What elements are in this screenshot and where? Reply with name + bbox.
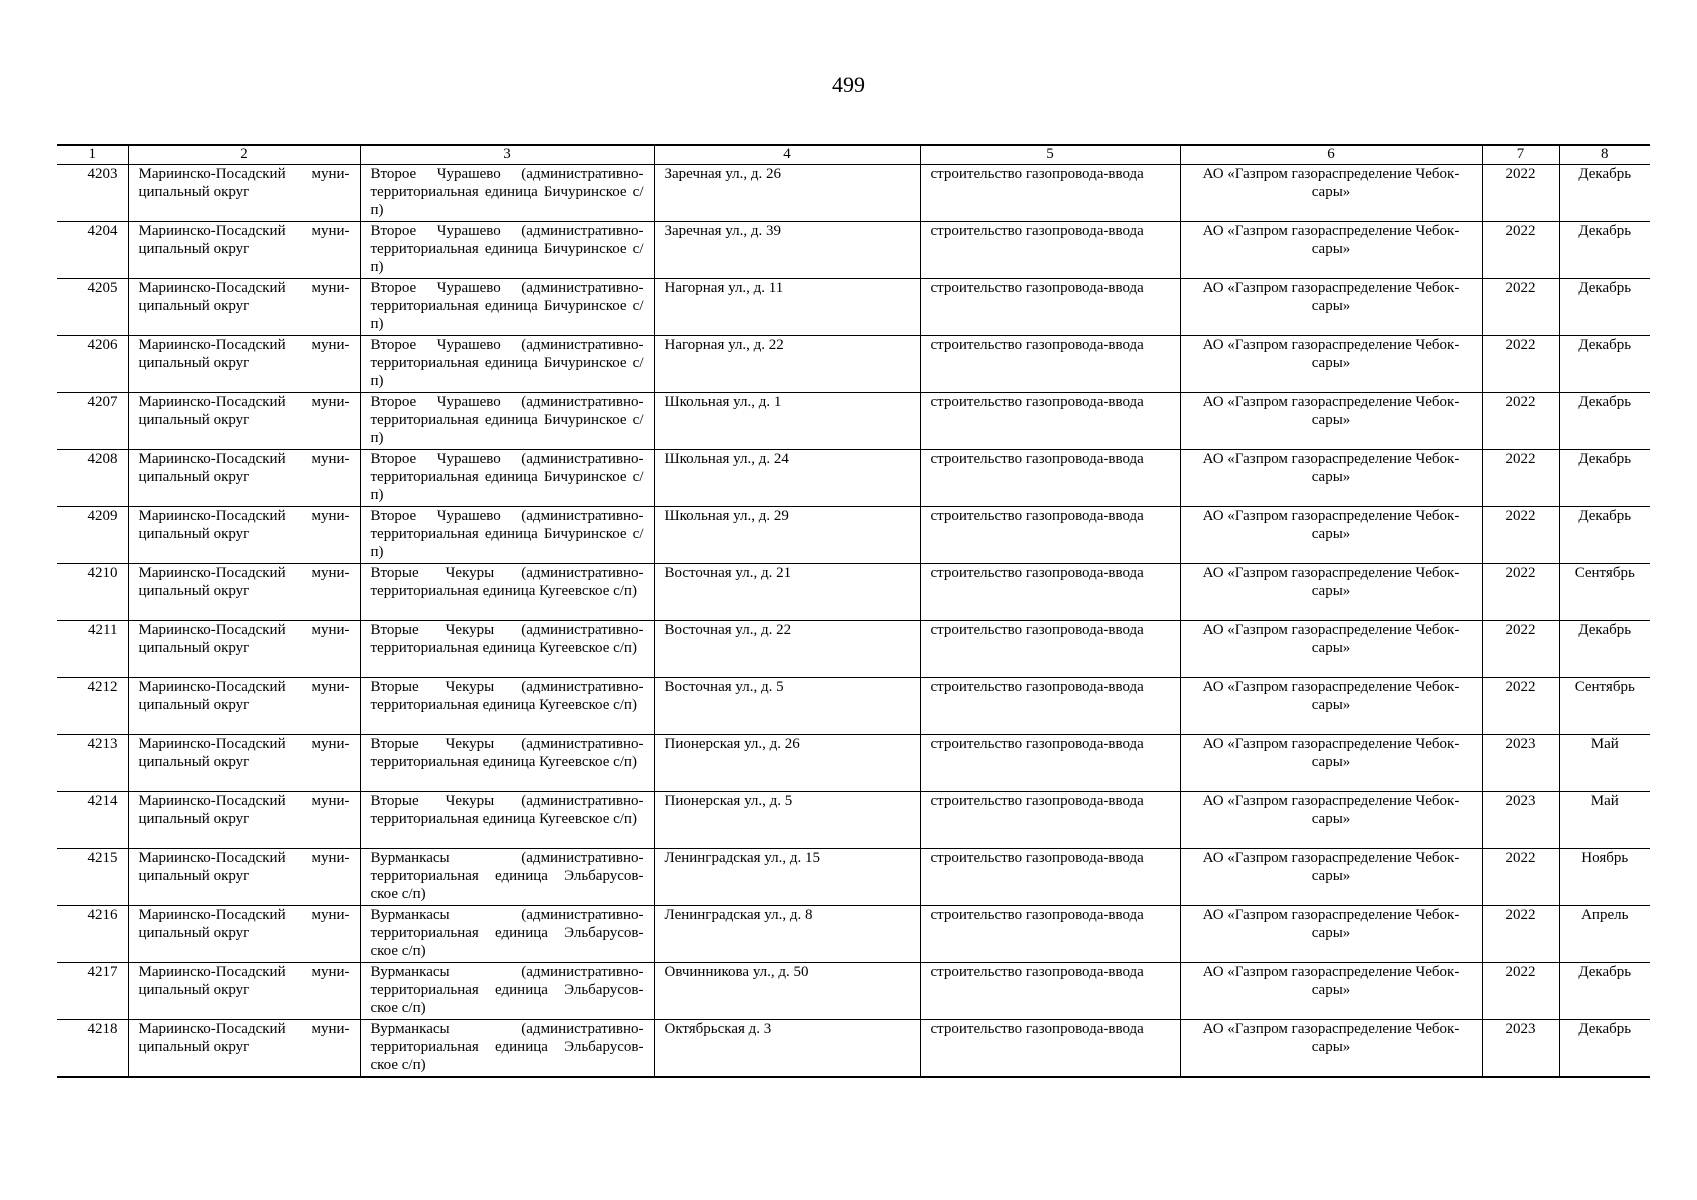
district-cell: Мариинско-Посадский муни-ципальный округ [128,678,360,735]
month-cell: Декабрь [1559,222,1650,279]
year-cell: 2022 [1482,963,1559,1020]
year-cell: 2022 [1482,450,1559,507]
page-number: 499 [832,72,865,97]
organization-cell: АО «Газпром газораспределение Чебок-сары» [1180,165,1482,222]
district-cell: Мариинско-Посадский муни-ципальный округ [128,906,360,963]
month-cell: Декабрь [1559,621,1650,678]
settlement-cell: Вурманкасы (административно-территориальная единица Эльбарусов-ское с/п) [360,1020,654,1077]
year-cell: 2023 [1482,1020,1559,1077]
row-number-cell: 4211 [57,621,128,678]
row-number-cell: 4205 [57,279,128,336]
address-cell: Заречная ул., д. 26 [654,165,920,222]
month-cell: Декабрь [1559,165,1650,222]
settlement-cell: Второе Чурашево (административно-территориальная единица Бичуринское с/п) [360,279,654,336]
organization-cell: АО «Газпром газораспределение Чебок-сары» [1180,564,1482,621]
year-cell: 2023 [1482,735,1559,792]
work-type-cell: строительство газопровода-ввода [920,963,1180,1020]
row-number-cell: 4212 [57,678,128,735]
month-cell: Декабрь [1559,1020,1650,1077]
address-cell: Школьная ул., д. 1 [654,393,920,450]
table-row [57,393,1650,450]
table-row [57,222,1650,279]
work-type-cell: строительство газопровода-ввода [920,735,1180,792]
work-type-cell: строительство газопровода-ввода [920,507,1180,564]
column-header: 8 [1559,145,1650,165]
address-cell: Пионерская ул., д. 26 [654,735,920,792]
row-number-cell: 4207 [57,393,128,450]
month-cell: Декабрь [1559,963,1650,1020]
work-type-cell: строительство газопровода-ввода [920,564,1180,621]
work-type-cell: строительство газопровода-ввода [920,678,1180,735]
organization-cell: АО «Газпром газораспределение Чебок-сары» [1180,678,1482,735]
year-cell: 2022 [1482,165,1559,222]
organization-cell: АО «Газпром газораспределение Чебок-сары» [1180,963,1482,1020]
row-number-cell: 4217 [57,963,128,1020]
row-number-cell: 4209 [57,507,128,564]
organization-cell: АО «Газпром газораспределение Чебок-сары» [1180,336,1482,393]
year-cell: 2022 [1482,621,1559,678]
table-row [57,336,1650,393]
gasification-table [57,144,1650,1078]
row-number-cell: 4215 [57,849,128,906]
column-header: 7 [1482,145,1559,165]
address-cell: Нагорная ул., д. 22 [654,336,920,393]
year-cell: 2022 [1482,849,1559,906]
column-header: 6 [1180,145,1482,165]
address-cell: Восточная ул., д. 21 [654,564,920,621]
work-type-cell: строительство газопровода-ввода [920,393,1180,450]
row-number-cell: 4203 [57,165,128,222]
settlement-cell: Вторые Чекуры (административно-территориальная единица Кугеевское с/п) [360,792,654,849]
table-row [57,906,1650,963]
row-number-cell: 4213 [57,735,128,792]
month-cell: Декабрь [1559,507,1650,564]
address-cell: Заречная ул., д. 39 [654,222,920,279]
district-cell: Мариинско-Посадский муни-ципальный округ [128,165,360,222]
work-type-cell: строительство газопровода-ввода [920,336,1180,393]
year-cell: 2022 [1482,564,1559,621]
table-row [57,963,1650,1020]
work-type-cell: строительство газопровода-ввода [920,849,1180,906]
district-cell: Мариинско-Посадский муни-ципальный округ [128,336,360,393]
year-cell: 2022 [1482,336,1559,393]
settlement-cell: Второе Чурашево (административно-территориальная единица Бичуринское с/п) [360,336,654,393]
row-number-cell: 4208 [57,450,128,507]
settlement-cell: Вурманкасы (административно-территориальная единица Эльбарусов-ское с/п) [360,906,654,963]
table-row [57,564,1650,621]
month-cell: Декабрь [1559,450,1650,507]
row-number-cell: 4210 [57,564,128,621]
settlement-cell: Второе Чурашево (административно-территориальная единица Бичуринское с/п) [360,507,654,564]
organization-cell: АО «Газпром газораспределение Чебок-сары» [1180,1020,1482,1077]
table-row [57,621,1650,678]
organization-cell: АО «Газпром газораспределение Чебок-сары» [1180,906,1482,963]
table-row [57,678,1650,735]
column-header: 1 [57,145,128,165]
table-row [57,849,1650,906]
work-type-cell: строительство газопровода-ввода [920,621,1180,678]
month-cell: Декабрь [1559,393,1650,450]
district-cell: Мариинско-Посадский муни-ципальный округ [128,963,360,1020]
year-cell: 2022 [1482,678,1559,735]
settlement-cell: Второе Чурашево (административно-территориальная единица Бичуринское с/п) [360,222,654,279]
address-cell: Школьная ул., д. 24 [654,450,920,507]
address-cell: Ленинградская ул., д. 8 [654,906,920,963]
settlement-cell: Вторые Чекуры (административно-территориальная единица Кугеевское с/п) [360,735,654,792]
year-cell: 2022 [1482,222,1559,279]
district-cell: Мариинско-Посадский муни-ципальный округ [128,792,360,849]
address-cell: Октябрьская д. 3 [654,1020,920,1077]
table-row [57,507,1650,564]
address-cell: Восточная ул., д. 5 [654,678,920,735]
month-cell: Май [1559,792,1650,849]
district-cell: Мариинско-Посадский муни-ципальный округ [128,393,360,450]
settlement-cell: Вторые Чекуры (административно-территориальная единица Кугеевское с/п) [360,678,654,735]
settlement-cell: Вурманкасы (административно-территориальная единица Эльбарусов-ское с/п) [360,849,654,906]
district-cell: Мариинско-Посадский муни-ципальный округ [128,279,360,336]
table-row [57,792,1650,849]
organization-cell: АО «Газпром газораспределение Чебок-сары» [1180,735,1482,792]
column-header: 5 [920,145,1180,165]
table-row [57,450,1650,507]
work-type-cell: строительство газопровода-ввода [920,792,1180,849]
work-type-cell: строительство газопровода-ввода [920,165,1180,222]
column-header: 3 [360,145,654,165]
district-cell: Мариинско-Посадский муни-ципальный округ [128,564,360,621]
settlement-cell: Второе Чурашево (административно-территориальная единица Бичуринское с/п) [360,165,654,222]
district-cell: Мариинско-Посадский муни-ципальный округ [128,450,360,507]
year-cell: 2022 [1482,279,1559,336]
year-cell: 2023 [1482,792,1559,849]
month-cell: Май [1559,735,1650,792]
column-header: 2 [128,145,360,165]
settlement-cell: Второе Чурашево (административно-территориальная единица Бичуринское с/п) [360,450,654,507]
month-cell: Декабрь [1559,336,1650,393]
district-cell: Мариинско-Посадский муни-ципальный округ [128,222,360,279]
month-cell: Сентябрь [1559,678,1650,735]
row-number-cell: 4216 [57,906,128,963]
year-cell: 2022 [1482,906,1559,963]
month-cell: Ноябрь [1559,849,1650,906]
table-row [57,165,1650,222]
table-row [57,1020,1650,1077]
month-cell: Декабрь [1559,279,1650,336]
row-number-cell: 4206 [57,336,128,393]
settlement-cell: Вторые Чекуры (административно-территориальная единица Кугеевское с/п) [360,621,654,678]
address-cell: Школьная ул., д. 29 [654,507,920,564]
address-cell: Нагорная ул., д. 11 [654,279,920,336]
organization-cell: АО «Газпром газораспределение Чебок-сары» [1180,507,1482,564]
month-cell: Апрель [1559,906,1650,963]
organization-cell: АО «Газпром газораспределение Чебок-сары» [1180,393,1482,450]
district-cell: Мариинско-Посадский муни-ципальный округ [128,1020,360,1077]
work-type-cell: строительство газопровода-ввода [920,906,1180,963]
month-cell: Сентябрь [1559,564,1650,621]
settlement-cell: Вторые Чекуры (административно-территориальная единица Кугеевское с/п) [360,564,654,621]
column-number-row [57,145,1650,165]
district-cell: Мариинско-Посадский муни-ципальный округ [128,735,360,792]
address-cell: Восточная ул., д. 22 [654,621,920,678]
work-type-cell: строительство газопровода-ввода [920,450,1180,507]
row-number-cell: 4218 [57,1020,128,1077]
organization-cell: АО «Газпром газораспределение Чебок-сары» [1180,222,1482,279]
organization-cell: АО «Газпром газораспределение Чебок-сары» [1180,279,1482,336]
address-cell: Пионерская ул., д. 5 [654,792,920,849]
work-type-cell: строительство газопровода-ввода [920,222,1180,279]
organization-cell: АО «Газпром газораспределение Чебок-сары» [1180,849,1482,906]
district-cell: Мариинско-Посадский муни-ципальный округ [128,849,360,906]
settlement-cell: Второе Чурашево (административно-территориальная единица Бичуринское с/п) [360,393,654,450]
settlement-cell: Вурманкасы (административно-территориальная единица Эльбарусов-ское с/п) [360,963,654,1020]
table-row [57,735,1650,792]
organization-cell: АО «Газпром газораспределение Чебок-сары» [1180,450,1482,507]
address-cell: Ленинградская ул., д. 15 [654,849,920,906]
work-type-cell: строительство газопровода-ввода [920,1020,1180,1077]
organization-cell: АО «Газпром газораспределение Чебок-сары» [1180,792,1482,849]
year-cell: 2022 [1482,393,1559,450]
row-number-cell: 4214 [57,792,128,849]
work-type-cell: строительство газопровода-ввода [920,279,1180,336]
year-cell: 2022 [1482,507,1559,564]
district-cell: Мариинско-Посадский муни-ципальный округ [128,621,360,678]
district-cell: Мариинско-Посадский муни-ципальный округ [128,507,360,564]
column-header: 4 [654,145,920,165]
row-number-cell: 4204 [57,222,128,279]
address-cell: Овчинникова ул., д. 50 [654,963,920,1020]
organization-cell: АО «Газпром газораспределение Чебок-сары» [1180,621,1482,678]
table-row [57,279,1650,336]
